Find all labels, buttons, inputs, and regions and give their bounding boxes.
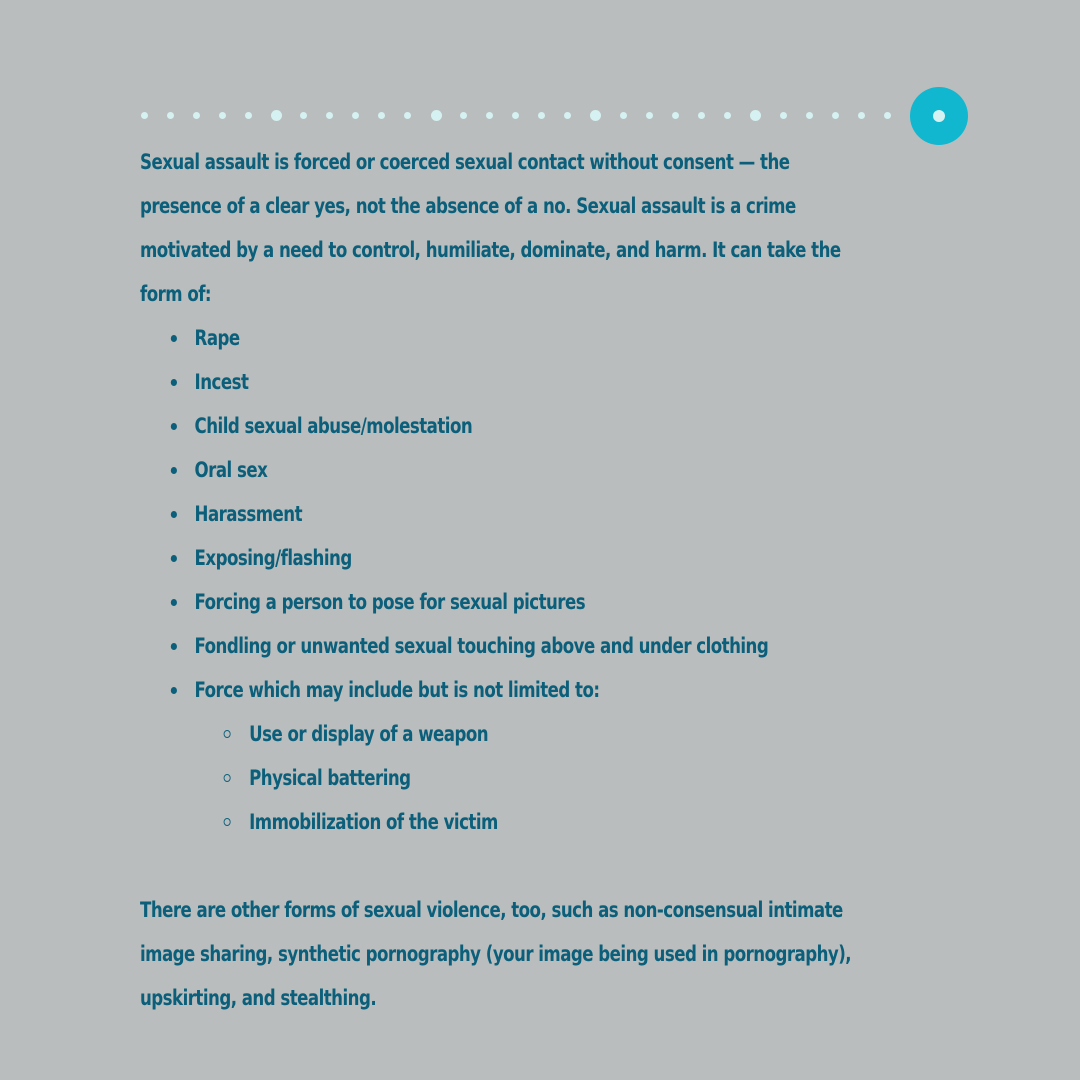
decoration-dot <box>167 112 174 119</box>
decoration-dot <box>620 112 627 119</box>
decoration-dot <box>724 112 731 119</box>
sub-list-item: Physical battering <box>140 756 870 800</box>
decoration-dot <box>858 112 865 119</box>
decoration-dot <box>884 112 891 119</box>
decoration-dot <box>750 110 761 121</box>
decoration-dot <box>564 112 571 119</box>
dotted-line-decoration <box>130 87 970 145</box>
decoration-dot <box>460 112 467 119</box>
decoration-dot <box>698 112 705 119</box>
list-item: Exposing/flashing <box>140 536 870 580</box>
circle-center-dot <box>933 110 945 122</box>
decoration-dot <box>352 112 359 119</box>
list-item: Force which may include but is not limited to: <box>140 668 870 712</box>
paragraph-spacer <box>140 844 870 888</box>
main-text-block <box>140 140 870 1020</box>
decoration-dot <box>486 112 493 119</box>
intro-paragraph: Sexual assault is forced or coerced sexual contact without consent — the presence of a clear yes, not the absence of a no. Sexual assault is a crime motivated by a need to control, humiliate, dominate, and harm. It can take the form of: <box>140 150 841 306</box>
decoration-dot <box>219 112 226 119</box>
list-item: Child sexual abuse/molestation <box>140 404 870 448</box>
decoration-dot <box>141 112 148 119</box>
decoration-dot <box>646 112 653 119</box>
decoration-dot <box>806 112 813 119</box>
list-item: Fondling or unwanted sexual touching above and under clothing <box>140 624 870 668</box>
list-item: Incest <box>140 360 870 404</box>
list-item: Harassment <box>140 492 870 536</box>
decoration-dot <box>431 110 442 121</box>
decoration-dot <box>193 112 200 119</box>
decoration-dot <box>538 112 545 119</box>
forms-list <box>140 316 870 844</box>
decoration-dot <box>271 110 282 121</box>
sub-list-item: Immobilization of the victim <box>140 800 870 844</box>
decoration-dot <box>512 112 519 119</box>
sub-list-item: Use or display of a weapon <box>140 712 870 756</box>
filled-circle-icon <box>910 87 968 145</box>
decoration-dot <box>672 112 679 119</box>
list-item: Rape <box>140 316 870 360</box>
decoration-dot <box>832 112 839 119</box>
list-item: Oral sex <box>140 448 870 492</box>
outro-paragraph: There are other forms of sexual violence, too, such as non-consensual intimate image sharing, synthetic pornography (your image being used in pornography), upskirting, and stealthing. <box>140 898 852 1010</box>
decoration-dot <box>300 112 307 119</box>
decoration-dot <box>245 112 252 119</box>
decoration-dot <box>590 110 601 121</box>
decoration-dot <box>404 112 411 119</box>
list-item: Forcing a person to pose for sexual pictures <box>140 580 870 624</box>
decoration-dot <box>780 112 787 119</box>
decoration-dot <box>378 112 385 119</box>
decoration-dot <box>326 112 333 119</box>
